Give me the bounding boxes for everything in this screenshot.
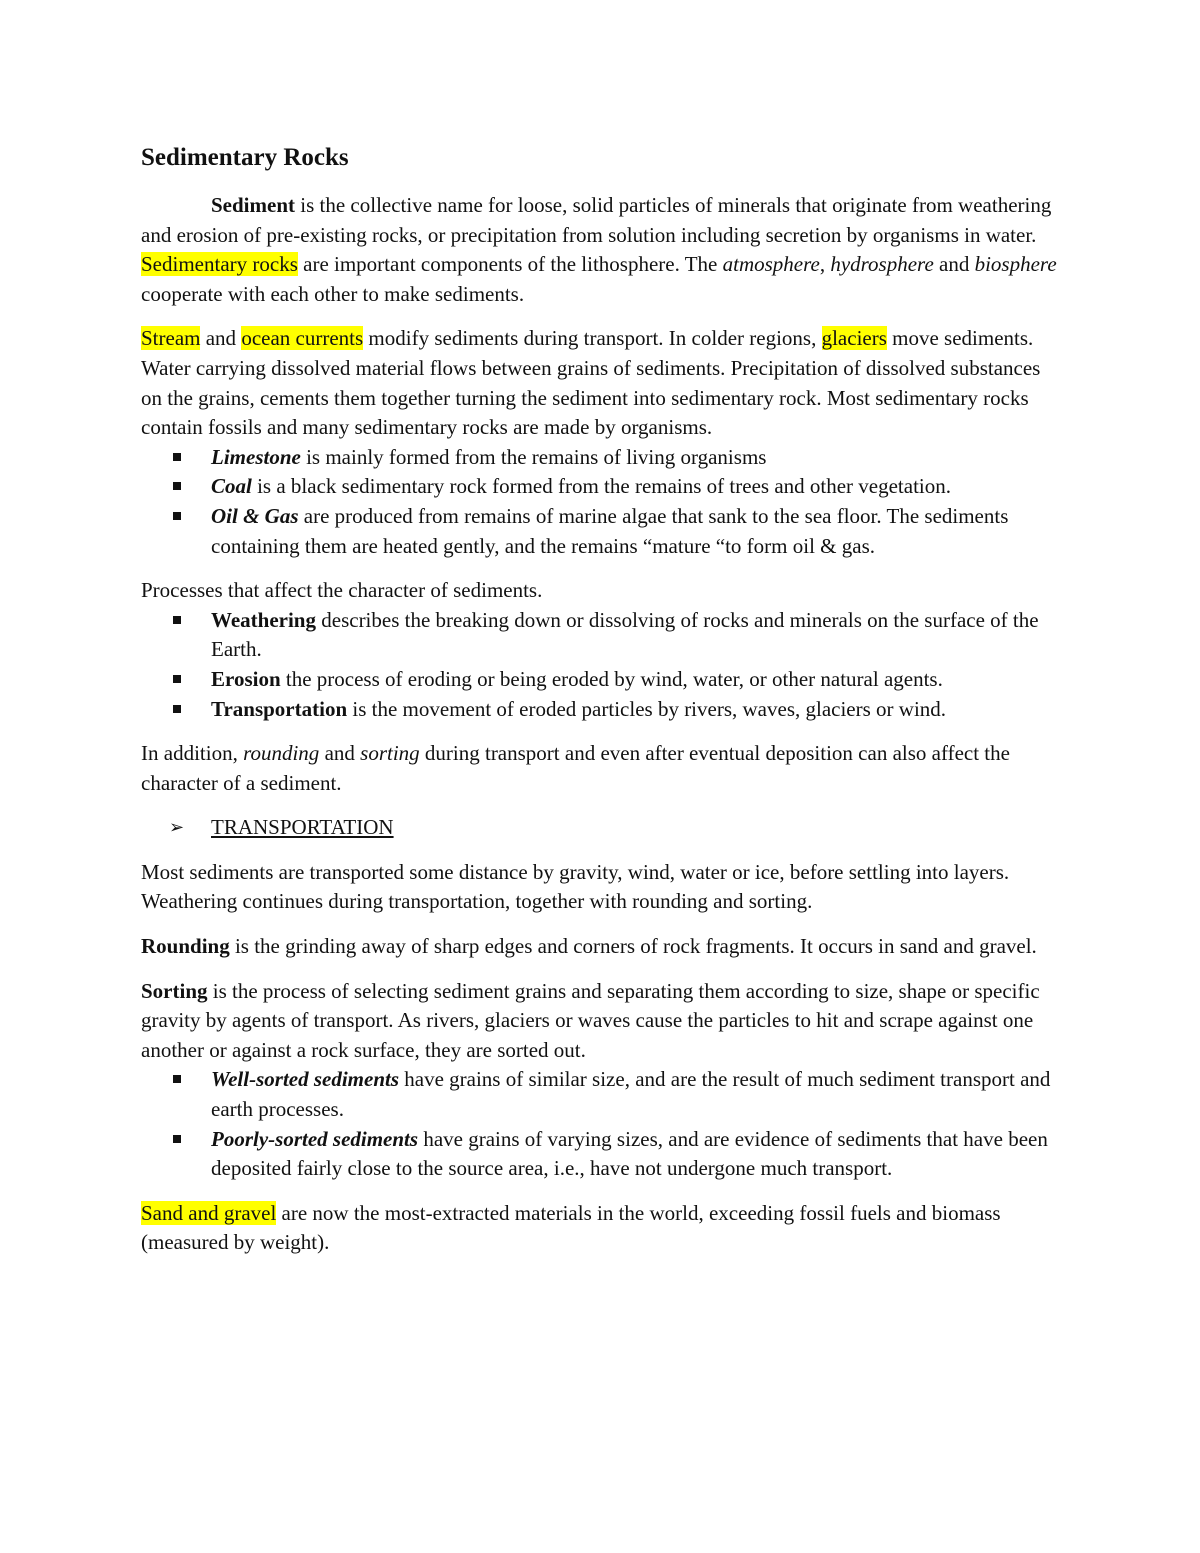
- transportation-paragraph: Most sediments are transported some distance by gravity, wind, water or ice, before settling into layers. Weathering continues during transportation, together with rounding and sorting.: [141, 859, 1010, 914]
- arrowhead-bullet-icon: ➢: [169, 817, 185, 839]
- rounding-paragraph: Rounding is the grinding away of sharp edges and corners of rock fragments. It occurs in sand and gravel.: [141, 934, 1037, 959]
- list-item: Oil & Gas are produced from remains of marine algae that sank to the sea floor. The sediments containing them are heated gently, and the remains “mature “to form oil & gas.: [141, 502, 1061, 561]
- square-bullet-icon: [173, 482, 181, 490]
- closing-paragraph: Sand and gravel are now the most-extracted materials in the world, exceeding fossil fuels and biomass (measured by weight).: [141, 1200, 1001, 1255]
- highlight-glaciers: glaciers: [821, 326, 887, 351]
- list-item: Poorly-sorted sediments have grains of varying sizes, and are evidence of sediments that have been deposited fairly close to the source area, i.e., have not undergone much transport.: [141, 1125, 1061, 1184]
- highlight-sand-and-gravel: Sand and gravel: [141, 1200, 277, 1225]
- transport-modify-paragraph: Stream and ocean currents modify sediments during transport. In colder regions, glaciers move sediments. Water carrying dissolved material flows between grains of sediments. Precipitation of dissolved substances on the grains, cements them together turning the sediment into sedimentary rock. Most sedimentary rocks contain fossils and many sedimentary rocks are made by organisms.: [141, 326, 1041, 440]
- square-bullet-icon: [173, 1135, 181, 1143]
- transportation-heading: TRANSPORTATION: [211, 815, 394, 840]
- square-bullet-icon: [173, 453, 181, 461]
- sorting-paragraph: Sorting is the process of selecting sediment grains and separating them according to size, shape or specific gravity by agents of transport. As rivers, glaciers or waves cause the particles to hit and scrape against one another or against a rock surface, they are sorted out.: [141, 978, 1040, 1062]
- intro-paragraph: Sediment is the collective name for loose, solid particles of minerals that originate from weathering and erosion of pre-existing rocks, or precipitation from solution including secretion by organisms in water. Sedimentary rocks are important components of the lithosphere. The atmosphere, hydrosphere and biosphere cooperate with each other to make sediments.: [141, 193, 1057, 306]
- list-item: Well-sorted sediments have grains of similar size, and are the result of much sediment transport and earth processes.: [141, 1065, 1061, 1124]
- square-bullet-icon: [173, 1075, 181, 1083]
- term-rounding: Rounding: [141, 934, 230, 959]
- sorting-types-list: [141, 1065, 1061, 1183]
- list-item: Erosion the process of eroding or being eroded by wind, water, or other natural agents.: [141, 665, 1061, 695]
- document-body: [141, 138, 1061, 1258]
- list-item: Transportation is the movement of eroded particles by rivers, waves, glaciers or wind.: [141, 695, 1061, 725]
- highlight-ocean-currents: ocean currents: [241, 326, 364, 351]
- transportation-heading-row: [141, 813, 1061, 843]
- list-item: Weathering describes the breaking down or dissolving of rocks and minerals on the surface of the Earth.: [141, 606, 1061, 665]
- processes-list: [141, 606, 1061, 724]
- processes-intro: Processes that affect the character of sediments.: [141, 578, 543, 603]
- highlight-stream: Stream: [141, 326, 201, 351]
- rock-types-list: [141, 443, 1061, 561]
- page-title: Sedimentary Rocks: [141, 144, 349, 171]
- highlight-sedimentary-rocks: Sedimentary rocks: [141, 252, 298, 277]
- list-item: Coal is a black sedimentary rock formed from the remains of trees and other vegetation.: [141, 472, 1061, 502]
- square-bullet-icon: [173, 512, 181, 520]
- square-bullet-icon: [173, 705, 181, 713]
- addition-paragraph: In addition, rounding and sorting during transport and even after eventual deposition can also affect the character of a sediment.: [141, 741, 1010, 795]
- list-item: Limestone is mainly formed from the remains of living organisms: [141, 443, 1061, 473]
- square-bullet-icon: [173, 616, 181, 624]
- term-sediment: Sediment: [211, 193, 295, 217]
- square-bullet-icon: [173, 675, 181, 683]
- term-sorting: Sorting: [141, 978, 208, 1003]
